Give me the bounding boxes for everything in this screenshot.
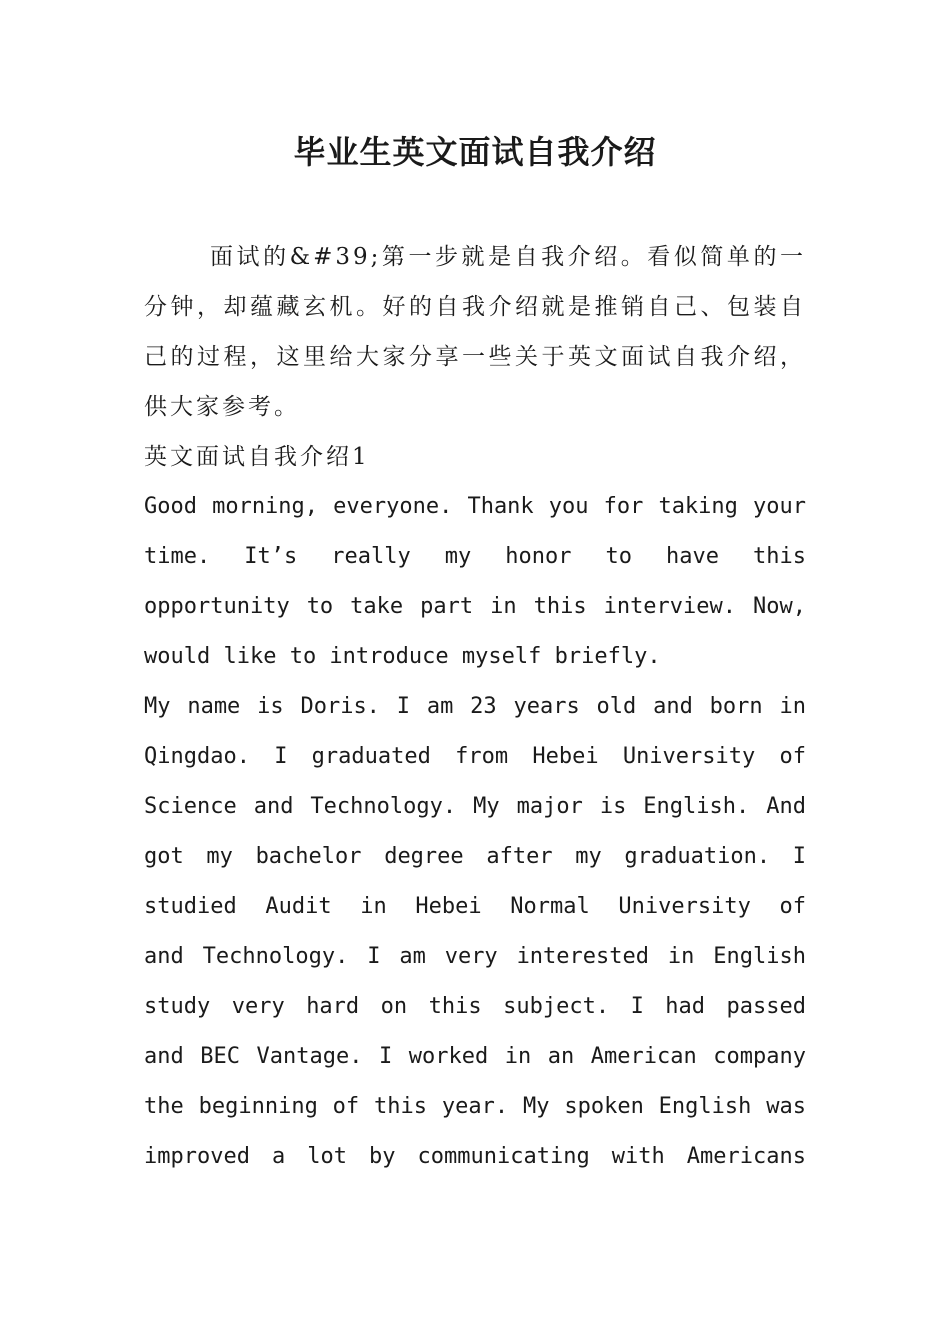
text-line: and BEC Vantage. I worked in an American company — [144, 1044, 806, 1069]
text-line: Science and Technology. My major is English. And — [144, 794, 806, 819]
text-line: time. It’s really my honor to have this — [144, 544, 806, 569]
text-line: the beginning of this year. My spoken English was — [144, 1094, 806, 1119]
text-line: Qingdao. I graduated from Hebei University of — [144, 744, 806, 769]
text-line: My name is Doris. I am 23 years old and born in — [144, 694, 806, 719]
document-body — [144, 232, 806, 1182]
document-title: 毕业生英文面试自我介绍 — [293, 133, 657, 171]
text-line: Good morning, everyone. Thank you for taking your — [144, 494, 806, 519]
text-line: opportunity to take part in this interview. Now, — [144, 594, 806, 619]
paragraph-greeting — [144, 482, 806, 682]
text-line: studied Audit in Hebei Normal University of — [144, 894, 806, 919]
text-line: would like to introduce myself briefly. — [144, 644, 661, 669]
text-line: got my bachelor degree after my graduation. I — [144, 844, 806, 869]
text-line: study very hard on this subject. I had passed — [144, 994, 806, 1019]
section-heading: 英文面试自我介绍1 — [144, 444, 370, 470]
text-line: and Technology. I am very interested in English — [144, 944, 806, 969]
paragraph-background — [144, 682, 806, 1182]
text-line: improved a lot by communicating with Americans — [144, 1144, 806, 1169]
intro-paragraph: 面试的&#39;第一步就是自我介绍。看似简单的一分钟，却蕴藏玄机。好的自我介绍就是推销自己、包装自己的过程，这里给大家分享一些关于英文面试自我介绍，供大家参考。 — [144, 244, 806, 420]
